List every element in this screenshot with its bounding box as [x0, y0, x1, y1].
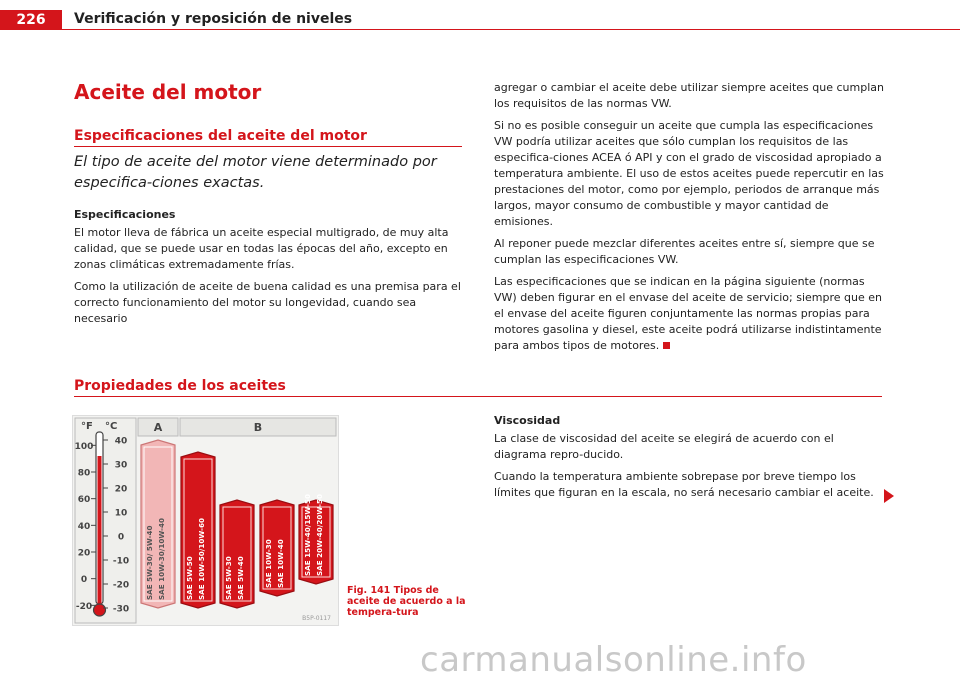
fahrenheit-tick-label: 100: [74, 441, 94, 452]
left-subheading: Especificaciones: [74, 208, 176, 221]
unit-c-label: °C: [105, 421, 118, 432]
properties-paragraph: Cuando la temperatura ambiente sobrepase por breve tiempo los límites que figuran en la escala, no será necesario cambiar el aceite.: [494, 470, 874, 499]
viscosity-range-label: SAE 5W-30/ 5W-40: [145, 525, 154, 600]
viscosity-range-label: SAE 10W-50/10W-60: [197, 518, 206, 600]
properties-column: [494, 413, 886, 507]
end-mark-icon: [663, 342, 670, 349]
properties-heading: Propiedades de los aceites: [74, 378, 286, 394]
viscosity-range-label: SAE 10W-30/10W-40: [157, 518, 166, 600]
viscosity-range-label: SAE 15W-40/15W-50: [303, 494, 312, 576]
lead-text: El tipo de aceite del motor viene determinado por especifica-ciones exactas.: [74, 154, 437, 191]
fahrenheit-tick-label: 40: [77, 521, 91, 532]
figure-code: B5P-0117: [302, 615, 331, 622]
viscosity-ranges: [141, 440, 333, 608]
fahrenheit-tick-label: 20: [77, 548, 91, 559]
right-paragraph-text: Las especificaciones que se indican en la página siguiente (normas VW) deben figurar en el envase del aceite de servicio; siempre que en el envase del aceite figuren conjuntamente las normas propias para motores gasolina y diesel, este aceite podrá utilizarse indistintamente para ambos tipos de motores.: [494, 275, 882, 352]
group-b-label: B: [253, 421, 263, 434]
celsius-tick-label: -20: [112, 580, 130, 591]
viscosity-range-label: SAE 20W-40/20W-50: [315, 494, 324, 576]
viscosity-range-label: SAE 5W-50: [185, 556, 194, 600]
right-paragraph: Al reponer puede mezclar diferentes aceites entre sí, siempre que se cumplan las especificaciones VW.: [494, 237, 875, 266]
celsius-tick-label: 0: [117, 532, 125, 543]
left-paragraph: El motor lleva de fábrica un aceite especial multigrado, de muy alta calidad, que se puede usar en todas las épocas del año, excepto en zonas climáticas extremadamente frías.: [74, 226, 449, 271]
viscosity-range-label: SAE 10W-40: [276, 539, 285, 588]
celsius-tick-label: 30: [114, 460, 128, 471]
viscosity-range-label: SAE 5W-30: [224, 556, 233, 600]
figure-caption: Fig. 141 Tipos de aceite de acuerdo a la tempera-tura: [347, 585, 466, 618]
celsius-tick-label: -30: [112, 604, 130, 615]
continue-arrow-icon: [884, 489, 894, 503]
page-number: 226: [0, 10, 62, 30]
spec-heading: Especificaciones del aceite del motor: [74, 128, 367, 144]
thermometer-mercury: [98, 456, 102, 604]
viscosity-figure: [72, 415, 339, 626]
unit-f-label: °F: [81, 421, 93, 432]
fahrenheit-tick-label: 80: [77, 468, 91, 479]
right-column: [494, 80, 886, 360]
spec-heading-rule: [74, 146, 462, 147]
viscosity-range-label: SAE 10W-30: [264, 539, 273, 588]
viscosity-subheading: Viscosidad: [494, 414, 561, 427]
right-paragraph-last: [494, 274, 886, 354]
properties-paragraph: La clase de viscosidad del aceite se elegirá de acuerdo con el diagrama repro-ducido.: [494, 432, 834, 461]
viscosity-diagram: [73, 416, 338, 625]
fahrenheit-tick-label: 0: [80, 575, 88, 586]
group-a-label: A: [153, 421, 163, 434]
left-column: [74, 207, 464, 333]
celsius-tick-label: 40: [114, 436, 128, 447]
running-title: Verificación y reposición de niveles: [74, 11, 353, 27]
viscosity-range-label: SAE 5W-40: [236, 556, 245, 600]
celsius-tick-label: 10: [114, 508, 128, 519]
celsius-tick-label: -10: [112, 556, 130, 567]
celsius-tick-label: 20: [114, 484, 128, 495]
left-paragraph: Como la utilización de aceite de buena calidad es una premisa para el correcto funcionamiento del motor su longevidad, cuando sea necesario: [74, 280, 461, 325]
fahrenheit-tick-label: -20: [75, 601, 93, 612]
right-paragraph: agregar o cambiar el aceite debe utilizar siempre aceites que cumplan los requisitos de las normas VW.: [494, 81, 884, 110]
fahrenheit-tick-label: 60: [77, 495, 91, 506]
right-paragraph: Si no es posible conseguir un aceite que cumpla las especificaciones VW podría utilizar aceites que sólo cumplan los requisitos de las especifica-ciones ACEA ó API y con el grado de viscosidad apropiado a temperatura ambiente. El uso de estos aceites puede repercutir en las prestaciones del motor, como por ejemplo, periodos de arranque más largos, mayor consumo de combustible y mayor cantidad de emisiones.: [494, 119, 884, 228]
section-title: Aceite del motor: [74, 80, 262, 104]
watermark-text: carmanualsonline.info: [420, 640, 807, 680]
header-rule: [62, 29, 960, 30]
properties-heading-rule: [74, 396, 882, 397]
page-header: [0, 0, 960, 30]
